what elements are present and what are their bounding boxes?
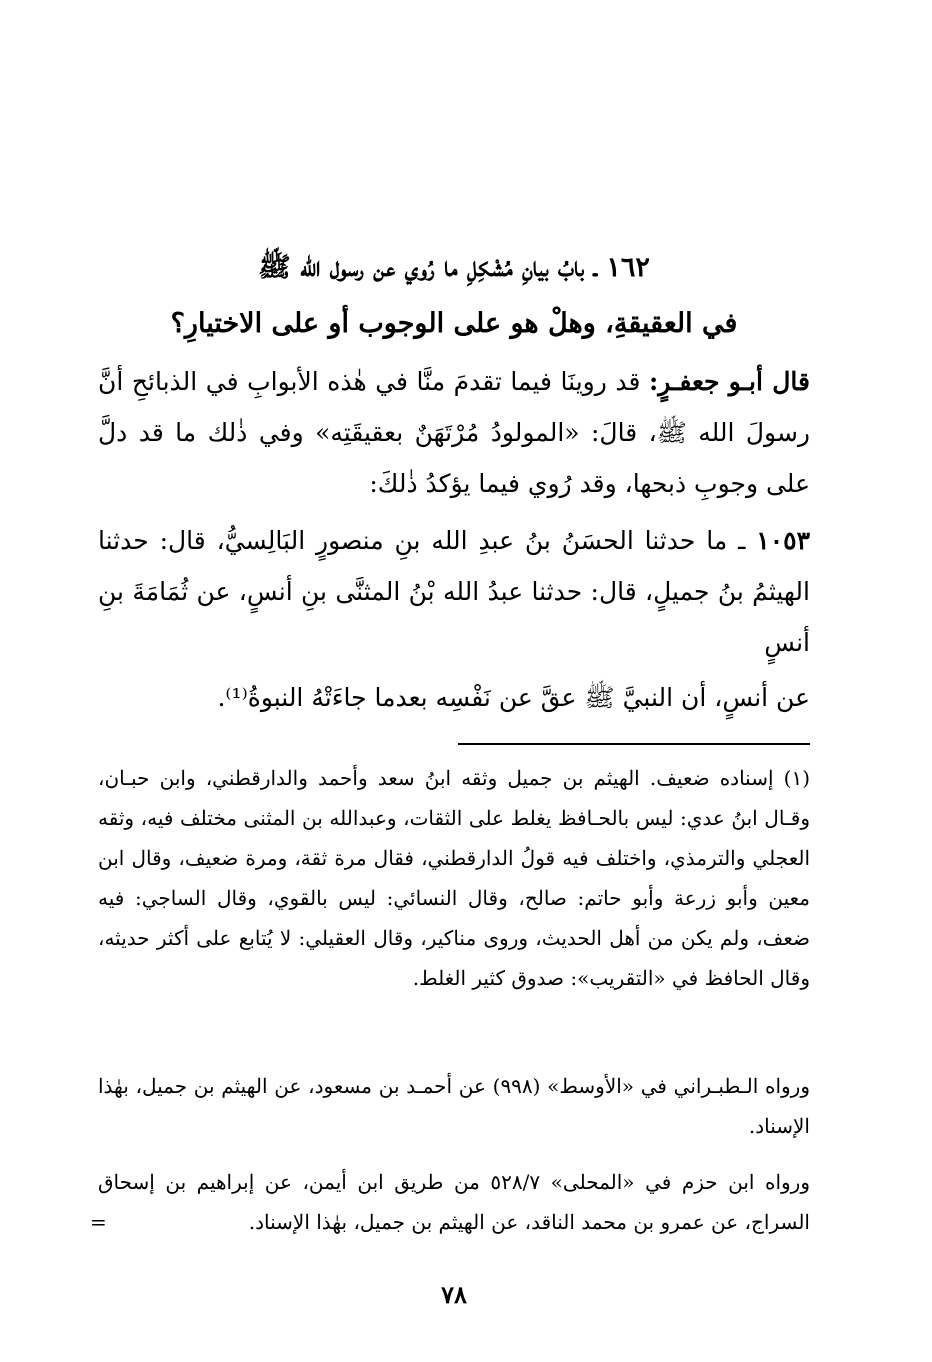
footnote-divider <box>458 743 810 745</box>
hadith-paragraph <box>98 515 810 668</box>
document-page <box>90 0 811 1362</box>
hadith-matn: عن أنسٍ، أن النبيَّ ﷺ عقَّ عن نَفْسِه بعدما جاءَتْهُ النبوةُ⁽¹⁾. <box>217 683 810 712</box>
footnote-3 <box>90 1162 811 1242</box>
hadith-isnad: ـ ما حدثنا الحسَنُ بنُ عبدِ الله بنِ منصورٍ البَالِسيُّ، قال: حدثنا الهيثمُ بنُ جميلٍ، قال: حدثنا عبدُ الله بْنُ المثنَّى بنِ أنسٍ، عن ثُمَامَةَ بنِ أنسٍ <box>98 526 810 657</box>
continuation-mark: = <box>90 1210 107 1234</box>
chapter-heading <box>98 240 810 352</box>
footnote-1: (١) إسناده ضعيف. الهيثم بن جميل وثقه ابنُ سعد وأحمد والدارقطني، وابن حبـان، وقـال ابنُ عدي: ليس بالحـافظ يغلط على الثقات، وعبدالله بن المثنى مختلف فيه، وثقه العجلي والترمذي، واختلف فيه قولُ الدارقطني، فقال مرة ثقة، ومرة ضعيف، وقال ابن معين وأبو زرعة وأبو حاتم: صالح، وقال النسائي: ليس بالقوي، وقال الساجي: فيه ضعف، ولم يكن من أهل الحديث، وروى مناكير، وقال العقيلي: لا يُتابع على أكثر حديثه، وقال الحافظ في «التقريب»: صدوق كثير الغلط. <box>98 766 810 990</box>
chapter-heading-line-1: ١٦٢ ـ بابُ بيانِ مُشْكِلِ ما رُوي عن رسول الله ﷺ <box>258 252 650 283</box>
intro-text: قد روينَا فيما تقدمَ منَّا في هٰذه الأبوابِ في الذبائحِ أنَّ رسولَ الله ﷺ، قالَ: «المولودُ مُرْتَهَنٌ بعقيقَتِه» وفي ذٰلك ما قد دلَّ على وجوبِ ذبحها، وقد رُوي فيما يؤكدُ ذٰلكَ: <box>98 367 810 498</box>
intro-paragraph <box>98 356 810 509</box>
footnote-3-text: ورواه ابن حزم في «المحلى» ٥٢٨/٧ من طريق ابن أيمن، عن إبراهيم بن إسحاق السراج، عن عمرو بن محمد الناقد، عن الهيثم بن جميل، بهٰذا الإسناد. <box>98 1170 811 1234</box>
chapter-heading-line-2: في العقيقةِ، وهلْ هو على الوجوب أو على الاختيارِ؟ <box>170 308 738 339</box>
hadith-number: ١٠٥٣ <box>756 526 810 555</box>
page-number: ٧٨ <box>441 1280 467 1309</box>
speaker-name: قال أبـو جعفـرٍ: <box>648 367 810 396</box>
footnote-2: ورواه الـطبـراني في «الأوسط» (٩٩٨) عن أحمـد بن مسعود، عن الهيثم بن جميل، بهٰذا الإسناد. <box>98 1074 811 1138</box>
